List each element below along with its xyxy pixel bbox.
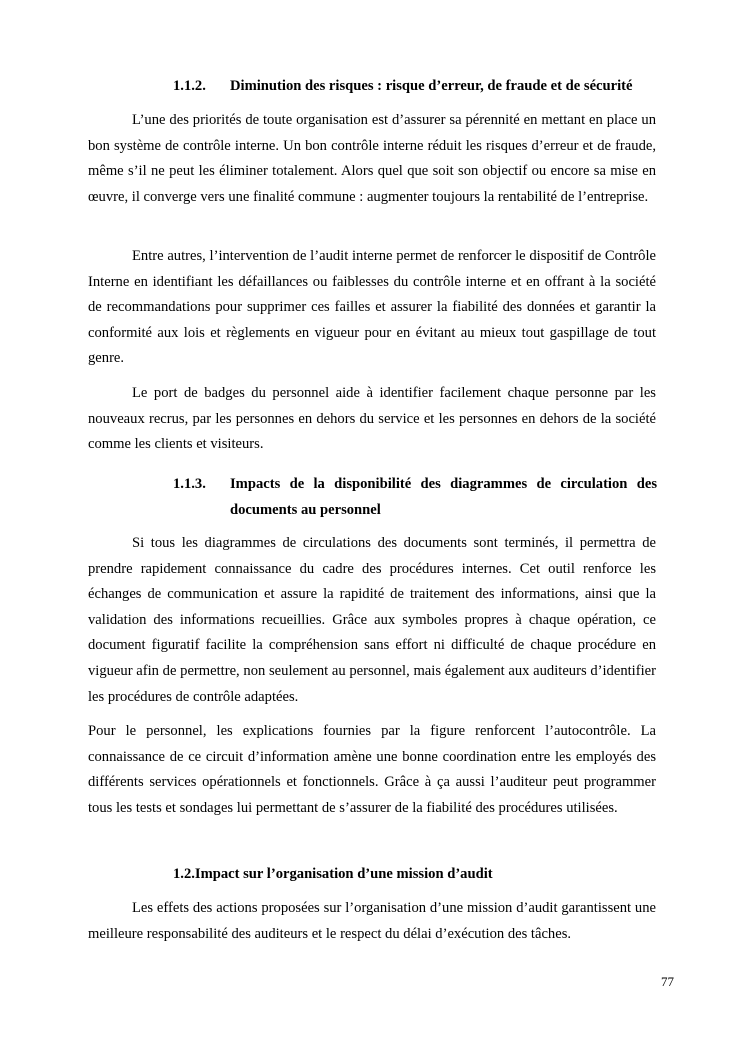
page-number: 77: [661, 974, 674, 989]
paragraph: Pour le personnel, les explications fournies par la figure renforcent l’autocontrôle. La connaissance de ce circuit d’information amène une bonne coordination entre les employés des différents services opérationnels et fonctionnels. Grâce à ça aussi l’auditeur peut programmer tous les tests et sondages lui permettant de s’assurer de la fiabilité des procédures utilisées.: [88, 723, 656, 816]
section-heading-1-1-2: [173, 74, 657, 100]
paragraph: Les effets des actions proposées sur l’organisation d’une mission d’audit garantissent une meilleure responsabilité des auditeurs et le respect du délai d’exécution des tâches.: [88, 900, 656, 942]
section-title: Impacts de la disponibilité des diagrammes de circulation des documents au personnel: [230, 476, 657, 518]
section-title: Diminution des risques : risque d’erreur, de fraude et de sécurité: [230, 78, 633, 94]
paragraph: Le port de badges du personnel aide à identifier facilement chaque personne par les nouveaux recrus, par les personnes en dehors du service et les personnes en dehors de la société comme les clients et visiteurs.: [88, 385, 656, 453]
section-number: 1.1.2.: [173, 78, 206, 94]
section-title: 1.2.Impact sur l’organisation d’une mission d’audit: [173, 866, 493, 882]
paragraph: Entre autres, l’intervention de l’audit interne permet de renforcer le dispositif de Contrôle Interne en identifiant les défaillances ou faiblesses du contrôle interne et en offrant à la société de recommandations pour supprimer ces failles et assurer la fiabilité des données et garantir la conformité aux lois et règlements en vigueur pour en évitant au mieux tout gaspillage de tout genre.: [88, 248, 656, 367]
section-heading-1-1-3: [173, 472, 657, 524]
paragraph: Si tous les diagrammes de circulations des documents sont terminés, il permettra de prendre rapidement connaissance du cadre des procédures internes. Cet outil renforce les échanges de communication et assure la rapidité de traitement des informations, ainsi que la validation des informations recueillies. Grâce aux symboles propres à chaque opération, ce document figuratif facilite la compréhension sans effort ni difficulté de chaque procédure en vigueur afin de permettre, non seulement au personnel, mais également aux auditeurs d’identifier les procédures de contrôle adaptées.: [88, 535, 656, 705]
paragraph: L’une des priorités de toute organisation est d’assurer sa pérennité en mettant en place un bon système de contrôle interne. Un bon contrôle interne réduit les risques d’erreur et de fraude, même s’il ne peut les éliminer totalement. Alors quel que soit son objectif ou encore sa mise en œuvre, il converge vers une finalité commune : augmenter toujours la rentabilité de l’entreprise.: [88, 112, 656, 205]
section-heading-1-2: [173, 862, 657, 888]
section-number: 1.1.3.: [173, 476, 206, 492]
